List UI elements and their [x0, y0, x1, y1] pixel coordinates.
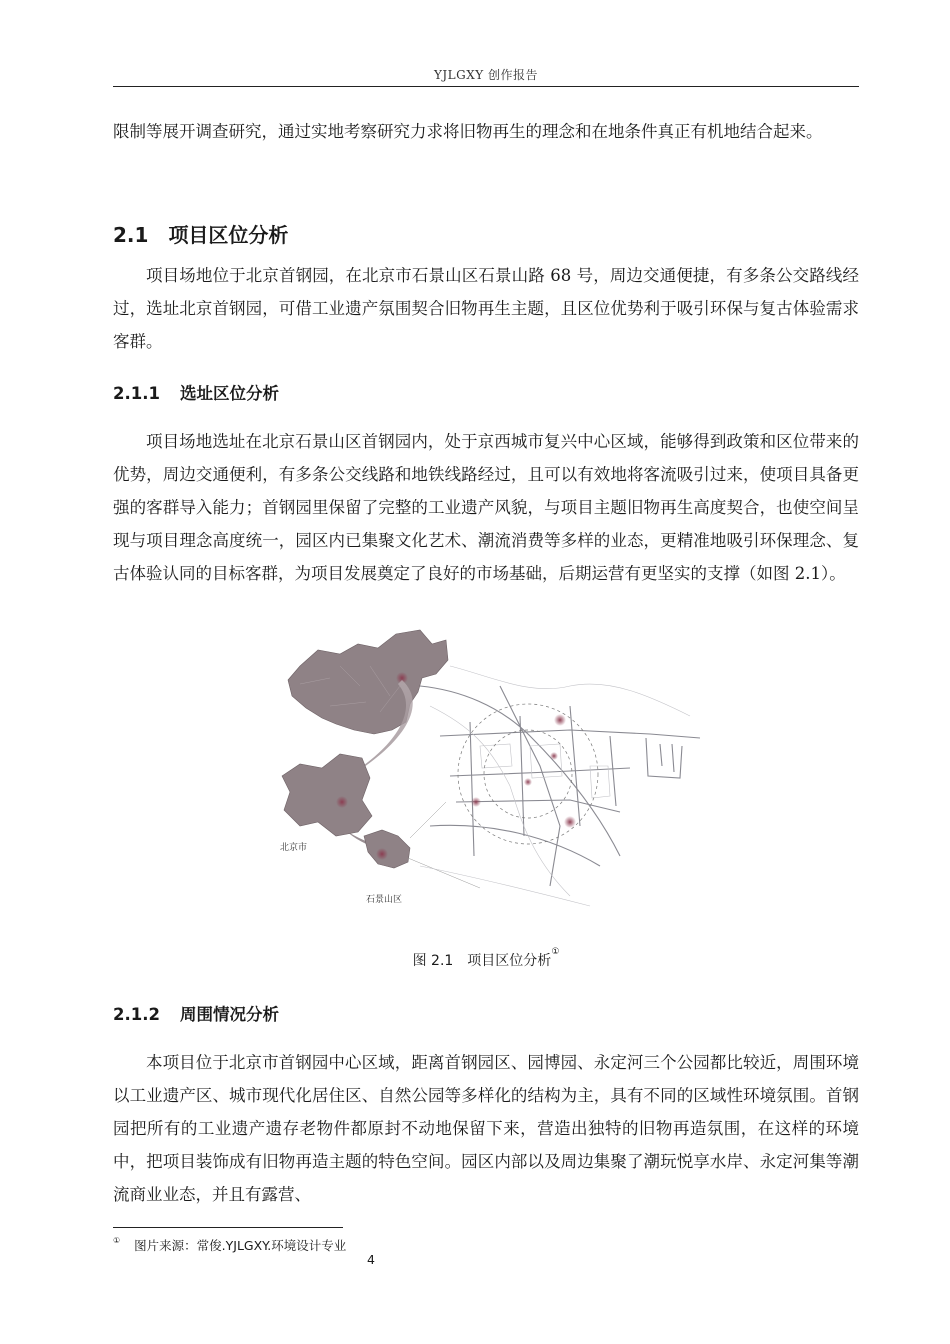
section-2-1-body: 项目场地位于北京首钢园，在北京市石景山区石景山路 68 号，周边交通便捷，有多条公交路线经过，选址北京首钢园，可借工业遗产氛围契合旧物再生主题，且区位优势利于吸引环保与复古体验需求客群。 [113, 266, 859, 351]
section-2-1-1-body: 项目场地选址在北京石景山区首钢园内，处于京西城市复兴中心区域，能够得到政策和区位带来的优势，周边交通便利，有多条公交线路和地铁线路经过，且可以有效地将客流吸引过来，使项目具备更强的客群导入能力；首钢园里保留了完整的工业遗产风貌，与项目主题旧物再生高度契合，也使空间呈现与项目理念高度统一，园区内已集聚文化艺术、潮流消费等多样的业态，更精准地吸引环保理念、复古体验认同的目标客群，为项目发展奠定了良好的市场基础，后期运营有更坚实的支撑（如图 2.1）。 [113, 432, 859, 583]
figure-caption [113, 947, 859, 970]
page-header: YJLGXY 创作报告 [433, 68, 539, 82]
section-heading-2-1-1 [113, 380, 279, 404]
section-title: 项目区位分析 [168, 223, 289, 247]
page-number: 4 [367, 1252, 375, 1267]
beijing-label: 北京市 [280, 843, 308, 853]
shijingshan-label: 石景山区 [366, 895, 403, 905]
footnote-divider [113, 1227, 343, 1228]
caption-text: 图 2.1 项目区位分析 [412, 953, 552, 969]
footnote-mark: ① [113, 1236, 121, 1245]
shijingshan-map-shape [364, 830, 410, 868]
section-number: 2.1 [113, 223, 149, 247]
china-map-shape [288, 630, 448, 734]
poi-marker [554, 714, 566, 726]
section-heading-2-1 [113, 219, 288, 248]
footnote-text: 图片来源：常俊.YJLGXY.环境设计专业 [134, 1238, 347, 1253]
footnote [113, 1236, 346, 1254]
section-title: 选址区位分析 [179, 384, 279, 403]
section-number: 2.1.2 [113, 1005, 160, 1024]
header-divider [113, 86, 859, 87]
intro-paragraph: 限制等展开调查研究，通过实地考察研究力求将旧物再生的理念和在地条件真正有机地结合起来。 [113, 122, 823, 141]
caption-footnote-mark: ① [551, 947, 560, 957]
beijing-map-shape [282, 754, 372, 836]
location-map [270, 626, 710, 912]
section-title: 周围情况分析 [179, 1005, 279, 1024]
location-map-figure [270, 626, 710, 912]
section-number: 2.1.1 [113, 384, 160, 403]
section-2-1-2-body: 本项目位于北京市首钢园中心区域，距离首钢园区、园博园、永定河三个公园都比较近，周围环境以工业遗产区、城市现代化居住区、自然公园等多样化的结构为主，具有不同的区域性环境氛围。首钢园把所有的工业遗产遗存老物件都原封不动地保留下来，营造出独特的旧物再造氛围，在这样的环境中，把项目装饰成有旧物再造主题的特色空间。园区内部以及周边集聚了潮玩悦享水岸、永定河集等潮流商业业态，并且有露营、 [113, 1053, 859, 1204]
section-heading-2-1-2 [113, 1001, 279, 1025]
catchment-circle [458, 704, 598, 844]
